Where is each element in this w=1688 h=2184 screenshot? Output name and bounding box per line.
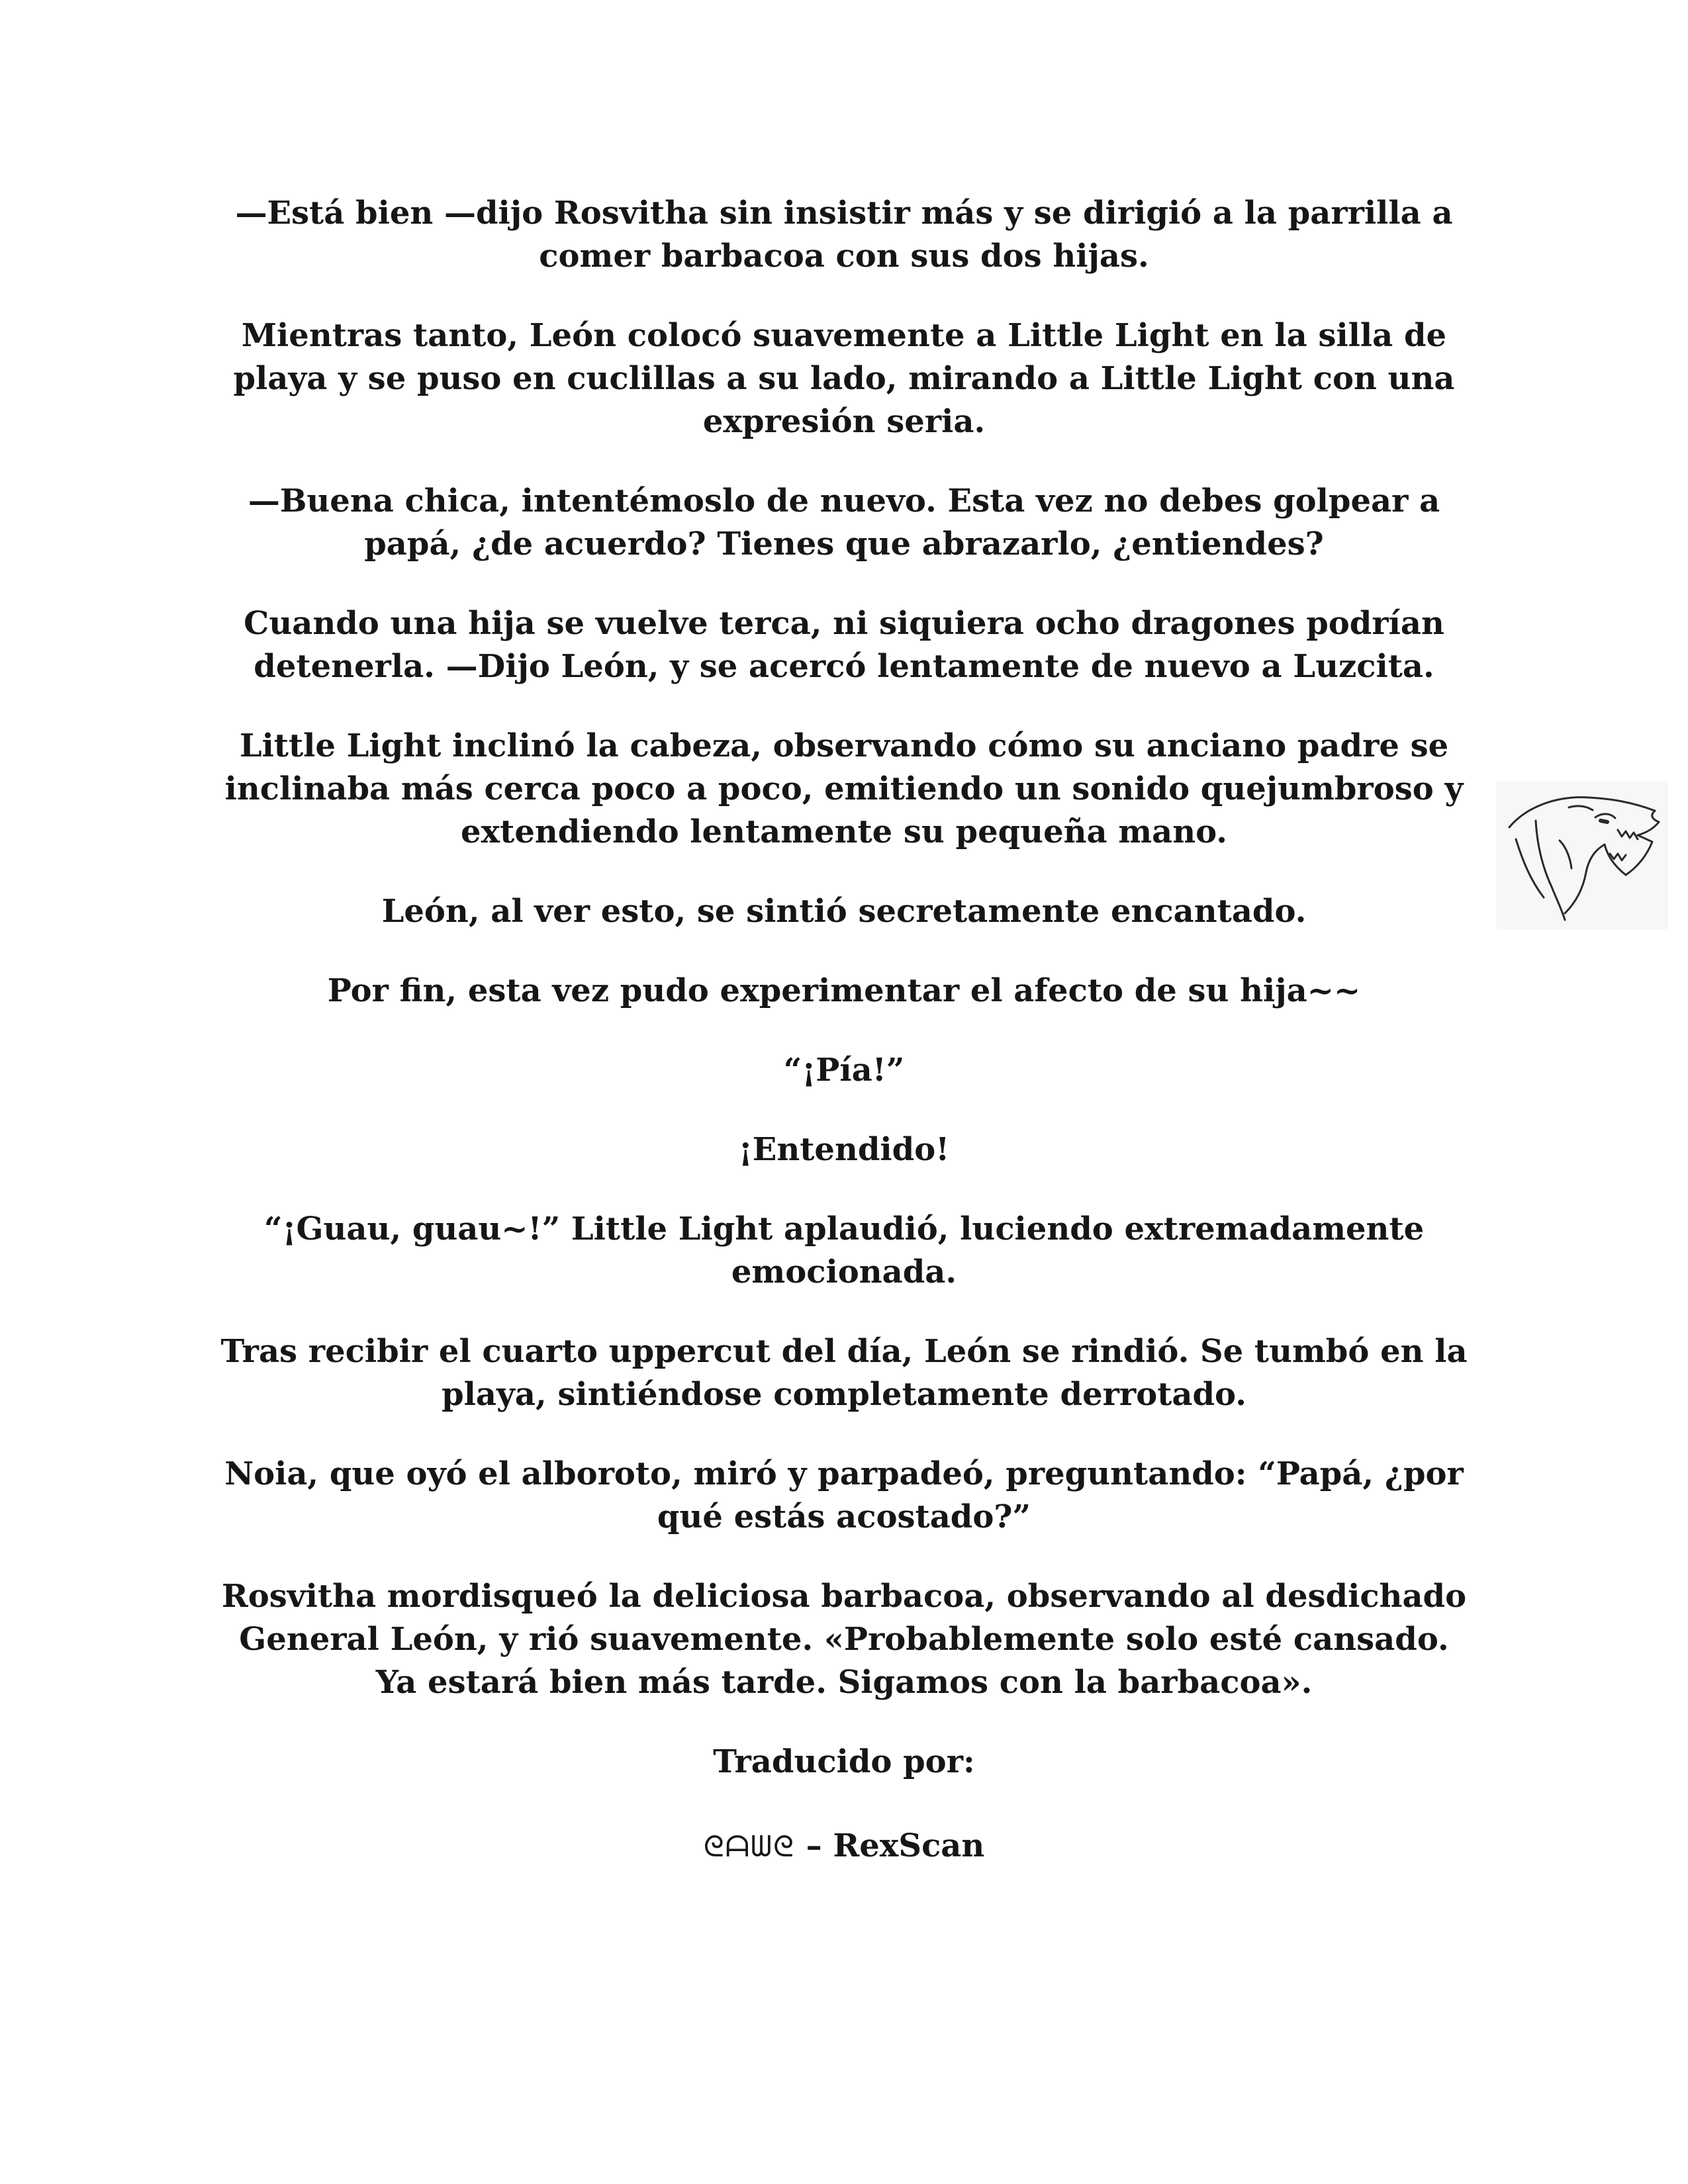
paragraph-7: Por fin, esta vez pudo experimentar el afecto de su hija~~ [327, 972, 1361, 1009]
paragraph-4: Cuando una hija se vuelve terca, ni siquiera ocho dragones podrían detenerla. —Dijo León, y se acercó lentamente de nuevo a Luzcita. [244, 605, 1444, 685]
credits-line [218, 1825, 1470, 1868]
story-text [218, 192, 1470, 1868]
paragraph-3: —Buena chica, intentémoslo de nuevo. Esta vez no debes golpear a papá, ¿de acuerdo? Tienes que abrazarlo, ¿entiendes? [248, 482, 1440, 563]
paragraph-13: Rosvitha mordisqueó la deliciosa barbacoa, observando al desdichado General León, y rió suavemente. «Probablemente solo esté cansado. Ya estará bien más tarde. Sigamos con la barbacoa». [221, 1578, 1467, 1701]
paragraph-11: Tras recibir el cuarto uppercut del día, León se rindió. Se tumbó en la playa, sintiéndose completamente derrotado. [220, 1333, 1468, 1413]
paragraph-9: ¡Entendido! [738, 1131, 950, 1168]
scanlation-group: RexScan [833, 1827, 985, 1864]
paragraph-1: —Está bien —dijo Rosvitha sin insistir más y se dirigió a la parrilla a comer barbacoa con sus dos hijas. [235, 195, 1453, 275]
dinosaur-head-sketch-icon [1496, 781, 1668, 930]
credits-separator: – [794, 1827, 833, 1864]
paragraph-10: “¡Guau, guau~!” Little Light aplaudió, luciendo extremadamente emocionada. [263, 1210, 1425, 1291]
translator-tag: ᘓᗩᗯᘓ [703, 1830, 795, 1864]
credits-heading: Traducido por: [713, 1743, 975, 1780]
paragraph-6: León, al ver esto, se sintió secretamente encantado. [381, 893, 1307, 930]
paragraph-5: Little Light inclinó la cabeza, observando cómo su anciano padre se inclinaba más cerca poco a poco, emitiendo un sonido quejumbroso y extendiendo lentamente su pequeña mano. [224, 727, 1464, 850]
paragraph-12: Noia, que oyó el alboroto, miró y parpadeó, preguntando: “Papá, ¿por qué estás acostado?” [224, 1455, 1464, 1535]
paragraph-2: Mientras tanto, León colocó suavemente a Little Light en la silla de playa y se puso en cuclillas a su lado, mirando a Little Light con una expresión seria. [233, 317, 1455, 440]
paragraph-8: “¡Pía!” [783, 1052, 905, 1089]
